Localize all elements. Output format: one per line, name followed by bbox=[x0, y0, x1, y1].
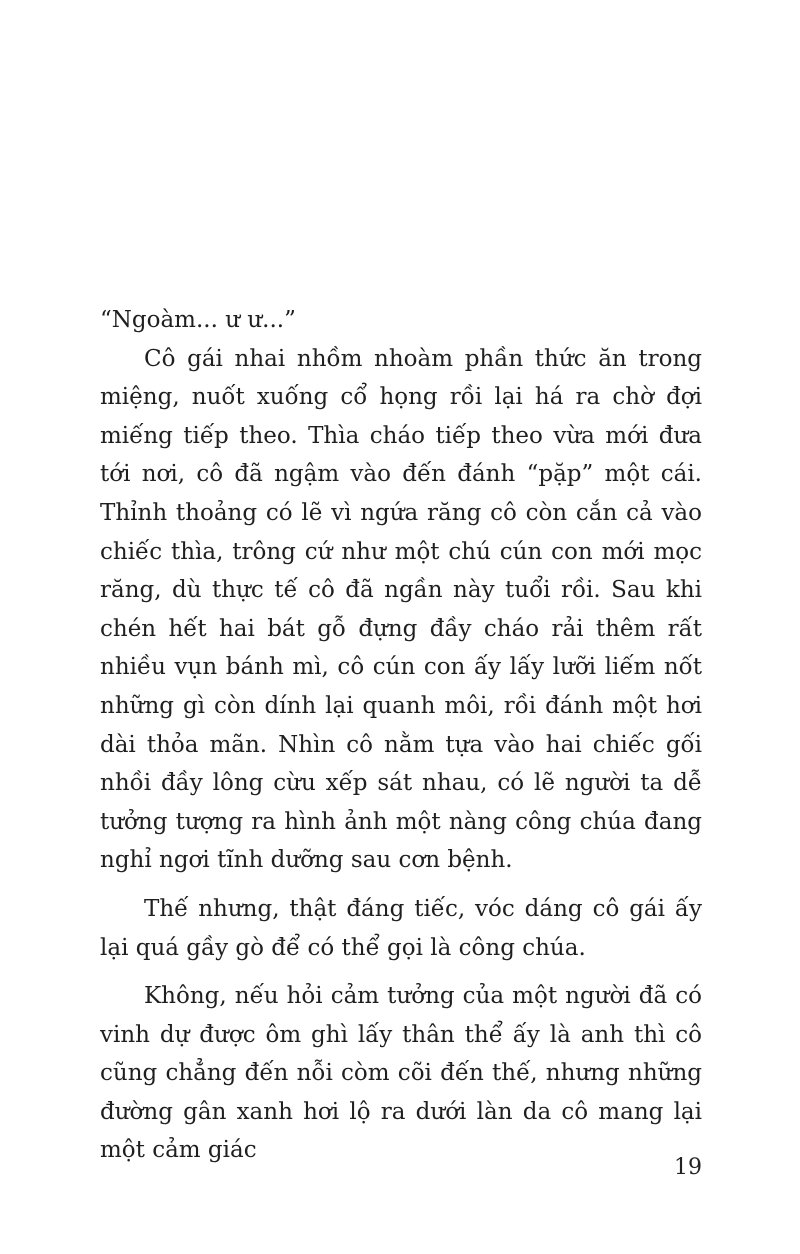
paragraph-eating-scene: Cô gái nhai nhồm nhoàm phần thức ăn trong miệng, nuốt xuống cổ họng rồi lại há ra chờ đợi miếng tiếp theo. Thìa cháo tiếp theo vừa mới đưa tới nơi, cô đã ngậm vào đến đánh “pặp” một cái. Thỉnh thoảng có lẽ vì ngứa răng cô còn cắn cả vào chiếc thìa, trông cứ như một chú cún con mới mọc răng, dù thực tế cô đã ngần này tuổi rồi. Sau khi chén hết hai bát gỗ đựng đầy cháo rải thêm rất nhiều vụn bánh mì, cô cún con ấy lấy lưỡi liếm nốt những gì còn dính lại quanh môi, rồi đánh một hơi dài thỏa mãn. Nhìn cô nằm tựa vào hai chiếc gối nhồi đầy lông cừu xếp sát nhau, có lẽ người ta dễ tưởng tượng ra hình ảnh một nàng công chúa đang nghỉ ngơi tĩnh dưỡng sau cơn bệnh. bbox=[100, 345, 702, 874]
body-text bbox=[100, 301, 702, 1170]
paragraph-thin-figure: Thế nhưng, thật đáng tiếc, vóc dáng cô gái ấy lại quá gầy gò để có thể gọi là công chúa. bbox=[100, 895, 702, 961]
paragraph-impression: Không, nếu hỏi cảm tưởng của một người đã có vinh dự được ôm ghì lấy thân thể ấy là anh thì cô cũng chẳng đến nỗi còm cõi đến thế, nhưng những đường gân xanh hơi lộ ra dưới làn da cô mang lại một cảm giác bbox=[100, 983, 702, 1164]
page-number: 19 bbox=[674, 1155, 702, 1180]
paragraph-dialogue: “Ngoàm... ư ư...” bbox=[100, 307, 296, 333]
